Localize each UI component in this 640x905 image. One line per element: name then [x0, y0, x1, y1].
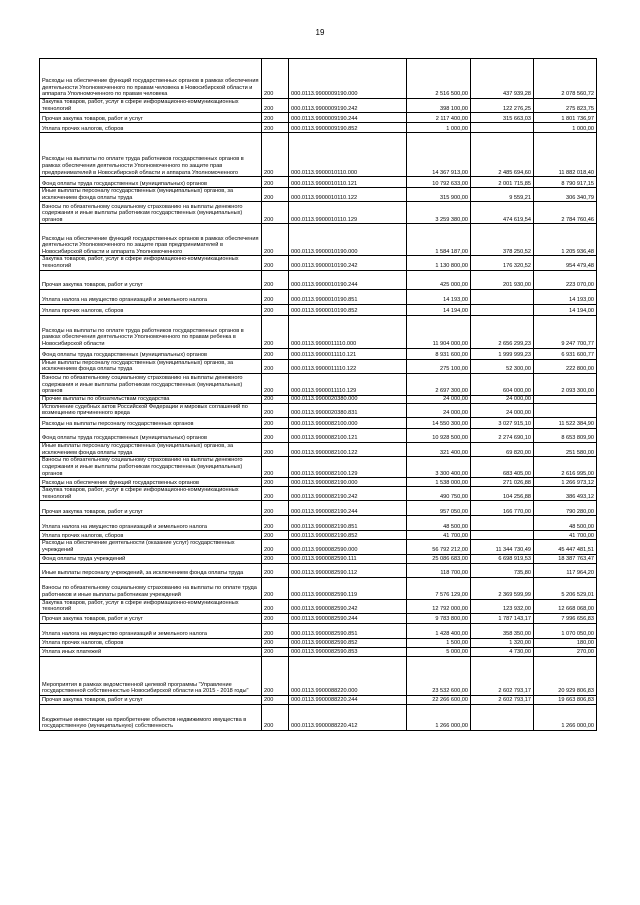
row-approved: 2 117 400,00 [407, 113, 471, 123]
row-line-code: 200 [262, 442, 289, 456]
row-executed: 3 027 915,10 [471, 417, 534, 428]
row-executed: 9 559,21 [471, 188, 534, 202]
row-line-code: 200 [262, 403, 289, 417]
row-budget-code: 000.0113.9900020380.000 [289, 395, 407, 403]
row-name: Мероприятия в рамках ведомственной целевой программы "Управление государственной собственностью Новосибирской области на 2015 - 2018 годы" [40, 656, 262, 695]
table-row [40, 304, 597, 315]
row-budget-code: 000.0113.9900010110.121 [289, 177, 407, 188]
row-name: Закупка товаров, работ, услуг в сфере информационно-коммуникационных технологий [40, 487, 262, 501]
row-line-code: 200 [262, 133, 289, 177]
table-row [40, 113, 597, 123]
row-executed: 683 405,00 [471, 457, 534, 478]
row-line-code: 200 [262, 359, 289, 373]
row-executed: 1 999 999,23 [471, 348, 534, 359]
table-row [40, 289, 597, 304]
row-executed: 123 932,00 [471, 599, 534, 613]
row-line-code: 200 [262, 554, 289, 563]
row-name: Расходы на обеспечение функций государственных органов в рамках обеспечения деятельности Уполномоченного по правам человека в Новосибирской области и аппарата Уполномоченного по правам человека [40, 59, 262, 99]
row-unexecuted: 41 700,00 [534, 531, 597, 540]
row-line-code: 200 [262, 613, 289, 623]
row-budget-code: 000.0113.9900010190.244 [289, 270, 407, 289]
row-unexecuted: 20 929 806,83 [534, 656, 597, 695]
row-executed: 166 770,00 [471, 501, 534, 516]
row-approved: 2 697 300,00 [407, 373, 471, 395]
row-name: Прочая закупка товаров, работ и услуг [40, 270, 262, 289]
row-unexecuted: 1 070 050,00 [534, 623, 597, 638]
row-budget-code: 000.0113.9900082590.119 [289, 577, 407, 599]
row-line-code: 200 [262, 270, 289, 289]
row-approved: 398 100,00 [407, 99, 471, 113]
row-unexecuted: 954 479,48 [534, 256, 597, 270]
row-executed: 24 000,00 [471, 395, 534, 403]
row-executed: 358 350,00 [471, 623, 534, 638]
row-executed [471, 704, 534, 730]
row-budget-code: 000.0113.9900082590.112 [289, 563, 407, 577]
table-row [40, 428, 597, 442]
table-row [40, 373, 597, 395]
row-budget-code: 000.0113.9900082100.129 [289, 457, 407, 478]
row-name: Прочая закупка товаров, работ и услуг [40, 501, 262, 516]
row-approved: 1 266 000,00 [407, 704, 471, 730]
row-executed: 201 930,00 [471, 270, 534, 289]
row-line-code: 200 [262, 531, 289, 540]
row-approved: 10 928 500,00 [407, 428, 471, 442]
row-line-code: 200 [262, 373, 289, 395]
row-budget-code: 000.0113.9900010190.242 [289, 256, 407, 270]
row-name: Уплата прочих налогов, сборов [40, 531, 262, 540]
row-unexecuted: 11 522 384,90 [534, 417, 597, 428]
row-name: Уплата налога на имущество организаций и земельного налога [40, 289, 262, 304]
row-line-code: 200 [262, 599, 289, 613]
row-budget-code: 000.0113.9900082190.244 [289, 501, 407, 516]
row-unexecuted: 18 387 763,47 [534, 554, 597, 563]
row-unexecuted [534, 403, 597, 417]
row-unexecuted: 2 784 760,46 [534, 202, 597, 224]
row-approved: 7 576 129,00 [407, 577, 471, 599]
row-budget-code: 000.0113.9900010190.852 [289, 304, 407, 315]
row-unexecuted: 12 668 068,00 [534, 599, 597, 613]
row-executed: 6 698 919,53 [471, 554, 534, 563]
row-name: Бюджетные инвестиции на приобретение объектов недвижимого имущества в государственную (муниципальную) собственность [40, 704, 262, 730]
row-line-code: 200 [262, 315, 289, 348]
row-budget-code: 000.0113.9900082100.000 [289, 417, 407, 428]
row-budget-code: 000.0113.9900011110.121 [289, 348, 407, 359]
row-line-code: 200 [262, 563, 289, 577]
row-line-code: 200 [262, 113, 289, 123]
row-line-code: 200 [262, 256, 289, 270]
row-line-code: 200 [262, 501, 289, 516]
row-name: Фонд оплаты труда государственных (муниципальных) органов [40, 428, 262, 442]
table-row [40, 478, 597, 487]
row-approved: 1 500,00 [407, 638, 471, 647]
table-row [40, 487, 597, 501]
row-line-code: 200 [262, 428, 289, 442]
table-row [40, 656, 597, 695]
row-approved: 14 550 300,00 [407, 417, 471, 428]
row-approved: 1 538 000,00 [407, 478, 471, 487]
row-unexecuted: 386 493,12 [534, 487, 597, 501]
row-name: Иные выплаты персоналу учреждений, за исключением фонда оплаты труда [40, 563, 262, 577]
table-row [40, 417, 597, 428]
row-approved: 56 792 212,00 [407, 540, 471, 554]
row-executed: 315 663,03 [471, 113, 534, 123]
table-row [40, 442, 597, 456]
row-executed: 604 000,00 [471, 373, 534, 395]
row-executed: 2 656 299,23 [471, 315, 534, 348]
row-approved: 14 194,00 [407, 304, 471, 315]
row-unexecuted: 45 447 481,51 [534, 540, 597, 554]
row-budget-code: 000.0113.9900088220.000 [289, 656, 407, 695]
row-name: Уплата прочих налогов, сборов [40, 123, 262, 133]
row-budget-code: 000.0113.9900082590.852 [289, 638, 407, 647]
row-executed: 176 320,52 [471, 256, 534, 270]
table-row [40, 359, 597, 373]
row-budget-code: 000.0113.9900010110.000 [289, 133, 407, 177]
row-line-code: 200 [262, 188, 289, 202]
table-row [40, 348, 597, 359]
row-line-code: 200 [262, 99, 289, 113]
row-line-code: 200 [262, 289, 289, 304]
row-line-code: 200 [262, 638, 289, 647]
row-approved: 1 428 400,00 [407, 623, 471, 638]
table-row [40, 531, 597, 540]
row-executed [471, 516, 534, 531]
row-executed: 4 730,00 [471, 647, 534, 656]
row-line-code: 200 [262, 656, 289, 695]
table-row [40, 554, 597, 563]
row-approved: 48 500,00 [407, 516, 471, 531]
table-row [40, 99, 597, 113]
table-row [40, 403, 597, 417]
row-budget-code: 000.0113.9900082590.853 [289, 647, 407, 656]
table-row [40, 704, 597, 730]
row-unexecuted: 306 340,79 [534, 188, 597, 202]
row-name: Прочая закупка товаров, работ и услуг [40, 613, 262, 623]
table-row [40, 516, 597, 531]
row-unexecuted: 222 800,00 [534, 359, 597, 373]
row-line-code: 200 [262, 516, 289, 531]
row-line-code: 200 [262, 123, 289, 133]
row-approved: 25 086 683,00 [407, 554, 471, 563]
row-line-code: 200 [262, 395, 289, 403]
row-name: Фонд оплаты труда государственных (муниципальных) органов [40, 177, 262, 188]
row-unexecuted: 6 931 600,77 [534, 348, 597, 359]
row-name: Уплата прочих налогов, сборов [40, 638, 262, 647]
row-executed: 2 602 793,17 [471, 656, 534, 695]
row-name: Иные выплаты персоналу государственных (муниципальных) органов, за исключением фонда оплаты труда [40, 442, 262, 456]
budget-table-body [40, 59, 597, 731]
row-approved: 9 783 800,00 [407, 613, 471, 623]
row-unexecuted: 7 996 656,83 [534, 613, 597, 623]
row-line-code: 200 [262, 695, 289, 704]
row-executed: 735,80 [471, 563, 534, 577]
row-budget-code: 000.0113.9900082100.122 [289, 442, 407, 456]
row-name: Расходы на обеспечение деятельности (оказание услуг) государственных учреждений [40, 540, 262, 554]
table-row [40, 638, 597, 647]
row-budget-code: 000.0113.9900082590.851 [289, 623, 407, 638]
row-approved: 10 792 633,00 [407, 177, 471, 188]
table-row [40, 695, 597, 704]
row-line-code: 200 [262, 59, 289, 99]
row-budget-code: 000.0113.9900020380.831 [289, 403, 407, 417]
row-unexecuted: 8 790 917,15 [534, 177, 597, 188]
row-budget-code: 000.0113.9900011110.129 [289, 373, 407, 395]
row-unexecuted: 2 093 300,00 [534, 373, 597, 395]
row-budget-code: 000.0113.9900010190.000 [289, 224, 407, 256]
table-row [40, 457, 597, 478]
row-budget-code: 000.0113.9900082100.121 [289, 428, 407, 442]
row-name: Закупка товаров, работ, услуг в сфере информационно-коммуникационных технологий [40, 599, 262, 613]
table-row [40, 563, 597, 577]
row-approved: 321 400,00 [407, 442, 471, 456]
row-unexecuted [534, 395, 597, 403]
row-name: Уплата налога на имущество организаций и земельного налога [40, 516, 262, 531]
row-unexecuted: 9 247 700,77 [534, 315, 597, 348]
row-budget-code: 000.0113.9900011110.000 [289, 315, 407, 348]
row-approved: 315 900,00 [407, 188, 471, 202]
row-line-code: 200 [262, 304, 289, 315]
row-name: Прочие выплаты по обязательствам государства [40, 395, 262, 403]
row-unexecuted: 275 823,75 [534, 99, 597, 113]
row-budget-code: 000.0113.9900082590.000 [289, 540, 407, 554]
row-line-code: 200 [262, 577, 289, 599]
row-budget-code: 000.0113.9900010110.122 [289, 188, 407, 202]
row-budget-code: 000.0113.9900082190.852 [289, 531, 407, 540]
row-name: Иные выплаты персоналу государственных (муниципальных) органов, за исключением фонда оплаты труда [40, 359, 262, 373]
row-unexecuted: 223 070,00 [534, 270, 597, 289]
row-executed [471, 304, 534, 315]
row-name: Взносы по обязательному социальному страхованию на выплаты по оплате труда работников и иные выплаты работникам учреждений [40, 577, 262, 599]
row-budget-code: 000.0113.9900082190.000 [289, 478, 407, 487]
row-unexecuted: 1 266 973,12 [534, 478, 597, 487]
row-line-code: 200 [262, 202, 289, 224]
row-unexecuted: 1 000,00 [534, 123, 597, 133]
table-row [40, 59, 597, 99]
row-budget-code: 000.0113.9900082590.244 [289, 613, 407, 623]
row-approved: 12 792 000,00 [407, 599, 471, 613]
row-budget-code: 000.0113.9900009190.000 [289, 59, 407, 99]
row-approved: 3 300 400,00 [407, 457, 471, 478]
row-budget-code: 000.0113.9900082590.242 [289, 599, 407, 613]
row-unexecuted: 19 663 806,83 [534, 695, 597, 704]
row-approved: 1 130 800,00 [407, 256, 471, 270]
row-name: Прочая закупка товаров, работ и услуг [40, 113, 262, 123]
row-executed: 2 369 599,99 [471, 577, 534, 599]
row-approved: 14 367 913,00 [407, 133, 471, 177]
row-unexecuted: 1 266 000,00 [534, 704, 597, 730]
row-executed: 437 939,28 [471, 59, 534, 99]
table-row [40, 315, 597, 348]
row-unexecuted: 790 280,00 [534, 501, 597, 516]
row-name: Уплата налога на имущество организаций и земельного налога [40, 623, 262, 638]
row-approved: 24 000,00 [407, 395, 471, 403]
row-name: Взносы по обязательному социальному страхованию на выплаты денежного содержания и иные выплаты работникам государственных (муниципальных) органов [40, 457, 262, 478]
row-approved: 1 584 187,00 [407, 224, 471, 256]
row-unexecuted: 2 616 995,00 [534, 457, 597, 478]
row-approved: 3 259 380,00 [407, 202, 471, 224]
row-name: Расходы на выплаты по оплате труда работников государственных органов в рамках обеспечения деятельности Уполномоченного по защите прав предпринимателей в Новосибирской области и аппарата Уполномоченного [40, 133, 262, 177]
row-name: Расходы на выплаты персоналу государственных органов [40, 417, 262, 428]
budget-table [39, 58, 597, 731]
row-line-code: 200 [262, 647, 289, 656]
table-row [40, 270, 597, 289]
row-approved: 425 000,00 [407, 270, 471, 289]
row-line-code: 200 [262, 457, 289, 478]
row-budget-code: 000.0113.9900009190.242 [289, 99, 407, 113]
row-executed: 1 320,00 [471, 638, 534, 647]
table-row [40, 599, 597, 613]
row-line-code: 200 [262, 348, 289, 359]
row-approved: 22 266 600,00 [407, 695, 471, 704]
row-executed: 104 256,88 [471, 487, 534, 501]
row-executed: 474 619,54 [471, 202, 534, 224]
row-executed: 11 344 730,49 [471, 540, 534, 554]
row-name: Прочая закупка товаров, работ и услуг [40, 695, 262, 704]
table-row [40, 177, 597, 188]
row-budget-code: 000.0113.9900088220.412 [289, 704, 407, 730]
row-budget-code: 000.0113.9900010190.851 [289, 289, 407, 304]
row-name: Расходы на обеспечение функций государственных органов [40, 478, 262, 487]
row-unexecuted: 180,00 [534, 638, 597, 647]
row-approved: 23 532 600,00 [407, 656, 471, 695]
row-line-code: 200 [262, 623, 289, 638]
row-approved: 118 700,00 [407, 563, 471, 577]
row-approved: 14 193,00 [407, 289, 471, 304]
row-approved: 1 000,00 [407, 123, 471, 133]
row-line-code: 200 [262, 417, 289, 428]
row-executed [471, 289, 534, 304]
table-row [40, 188, 597, 202]
table-row [40, 133, 597, 177]
row-name: Иные выплаты персоналу государственных (муниципальных) органов, за исключением фонда оплаты труда [40, 188, 262, 202]
row-approved: 490 750,00 [407, 487, 471, 501]
table-row [40, 224, 597, 256]
row-approved: 41 700,00 [407, 531, 471, 540]
row-name: Фонд оплаты труда учреждений [40, 554, 262, 563]
row-unexecuted: 8 653 809,90 [534, 428, 597, 442]
row-line-code: 200 [262, 224, 289, 256]
row-name: Закупка товаров, работ, услуг в сфере информационно-коммуникационных технологий [40, 256, 262, 270]
table-row [40, 623, 597, 638]
row-executed: 2 001 715,85 [471, 177, 534, 188]
row-executed [471, 123, 534, 133]
table-row [40, 647, 597, 656]
row-executed: 271 026,88 [471, 478, 534, 487]
row-executed: 2 602 793,17 [471, 695, 534, 704]
row-unexecuted: 5 206 529,01 [534, 577, 597, 599]
row-unexecuted: 11 882 018,40 [534, 133, 597, 177]
row-unexecuted: 14 194,00 [534, 304, 597, 315]
row-line-code: 200 [262, 177, 289, 188]
row-approved: 11 904 000,00 [407, 315, 471, 348]
row-name: Исполнение судебных актов Российской Федерации и мировых соглашений по возмещению причиненного вреда [40, 403, 262, 417]
row-executed: 2 274 690,10 [471, 428, 534, 442]
row-name: Закупка товаров, работ, услуг в сфере информационно-коммуникационных технологий [40, 99, 262, 113]
row-executed: 378 250,52 [471, 224, 534, 256]
row-approved: 2 516 500,00 [407, 59, 471, 99]
table-row [40, 395, 597, 403]
table-row [40, 123, 597, 133]
row-budget-code: 000.0113.9900082190.242 [289, 487, 407, 501]
row-budget-code: 000.0113.9900009190.244 [289, 113, 407, 123]
row-approved: 957 050,00 [407, 501, 471, 516]
row-unexecuted: 1 205 936,48 [534, 224, 597, 256]
row-line-code: 200 [262, 487, 289, 501]
row-budget-code: 000.0113.9900082590.111 [289, 554, 407, 563]
row-line-code: 200 [262, 704, 289, 730]
row-executed: 1 787 143,17 [471, 613, 534, 623]
page-number: 19 [315, 28, 325, 37]
row-executed: 52 300,00 [471, 359, 534, 373]
row-name: Расходы на обеспечение функций государственных органов в рамках обеспечения деятельности Уполномоченного по защите прав предпринимателей в Новосибирской области и аппарата Уполномоченного [40, 224, 262, 256]
row-approved: 275 100,00 [407, 359, 471, 373]
row-unexecuted: 251 580,00 [534, 442, 597, 456]
row-unexecuted: 1 801 736,97 [534, 113, 597, 123]
row-approved: 24 000,00 [407, 403, 471, 417]
row-name: Взносы по обязательному социальному страхованию на выплаты денежного содержания и иные выплаты работникам государственных (муниципальных) органов [40, 202, 262, 224]
table-row [40, 501, 597, 516]
row-executed: 69 820,00 [471, 442, 534, 456]
row-name: Расходы на выплаты по оплате труда работников государственных органов в рамках обеспечения деятельности Уполномоченного по правам ребенка в Новосибирской области [40, 315, 262, 348]
table-row [40, 540, 597, 554]
row-name: Фонд оплаты труда государственных (муниципальных) органов [40, 348, 262, 359]
row-executed [471, 531, 534, 540]
row-budget-code: 000.0113.9900010110.129 [289, 202, 407, 224]
table-row [40, 613, 597, 623]
row-budget-code: 000.0113.9900088220.244 [289, 695, 407, 704]
table-row [40, 256, 597, 270]
row-approved: 5 000,00 [407, 647, 471, 656]
row-unexecuted: 48 500,00 [534, 516, 597, 531]
row-line-code: 200 [262, 478, 289, 487]
row-name: Уплата иных платежей [40, 647, 262, 656]
row-name: Уплата прочих налогов, сборов [40, 304, 262, 315]
row-unexecuted: 14 193,00 [534, 289, 597, 304]
row-budget-code: 000.0113.9900082190.851 [289, 516, 407, 531]
row-name: Взносы по обязательному социальному страхованию на выплаты денежного содержания и иные выплаты работникам государственных (муниципальных) органов [40, 373, 262, 395]
table-row [40, 202, 597, 224]
row-approved: 8 931 600,00 [407, 348, 471, 359]
row-unexecuted: 117 964,20 [534, 563, 597, 577]
row-unexecuted: 270,00 [534, 647, 597, 656]
row-budget-code: 000.0113.9900009190.852 [289, 123, 407, 133]
row-executed: 24 000,00 [471, 403, 534, 417]
row-budget-code: 000.0113.9900011110.122 [289, 359, 407, 373]
row-line-code: 200 [262, 540, 289, 554]
row-executed: 122 276,25 [471, 99, 534, 113]
row-executed: 2 485 694,60 [471, 133, 534, 177]
row-unexecuted: 2 078 560,72 [534, 59, 597, 99]
table-row [40, 577, 597, 599]
